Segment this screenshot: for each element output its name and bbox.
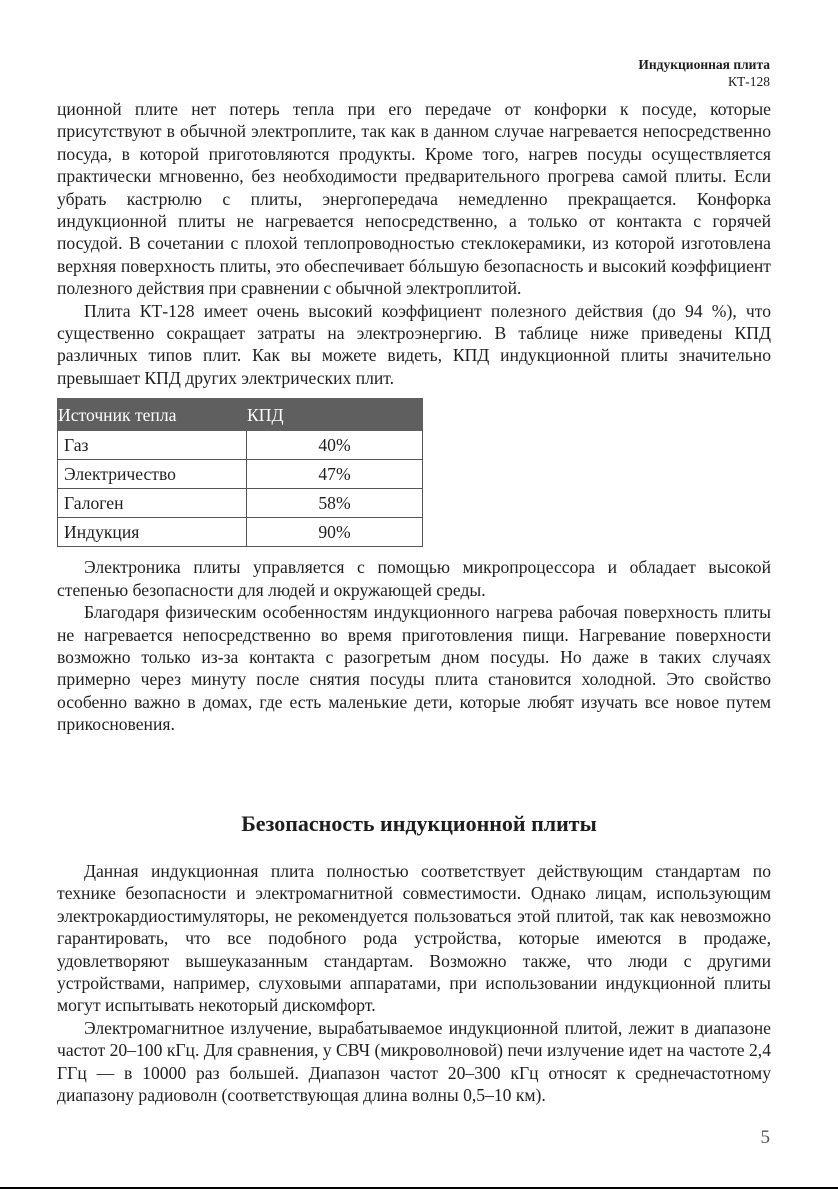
table-row (58, 518, 423, 547)
body-text-top (57, 98, 771, 736)
cell-efficiency: 40% (247, 431, 423, 460)
body-text-section (57, 860, 771, 1106)
paragraph: Электромагнитное излучение, вырабатываемое индукционной плитой, лежит в диапазоне частот 20–100 кГц. Для сравнения, у СВЧ (микроволновой) печи излучение идет на частоте 2,4 ГГц — в 10000 раз большей. Диапазон частот 20–300 кГц относят к среднечастотному диапазону радиоволн (соответствующая длина волны 0,5–10 км). (57, 1017, 771, 1106)
cell-heat-source: Электричество (58, 460, 247, 489)
cell-heat-source: Газ (58, 431, 247, 460)
paragraph: Плита КТ-128 имеет очень высокий коэффициент полезного действия (до 94 %), что существенно сокращает затраты на электроэнергию. В таблице ниже приведены КПД различных типов плит. Как вы можете видеть, КПД индукционной плиты значительно превышает КПД других электрических плит. (57, 300, 771, 388)
cell-efficiency: 47% (247, 460, 423, 489)
table-header-row (58, 399, 423, 431)
table-row (58, 460, 423, 489)
paragraph: ционной плите нет потерь тепла при его передаче от конфорки к посуде, которые присутствуют в обычной электроплите, так как в данном случае нагревается непосредственно посуда, в которой приготовляются продукты. Кроме того, нагрев посуды осуществляется практически мгновенно, без необходимости предварительного прогрева самой плиты. Если убрать кастрюлю с плиты, энергопередача немедленно прекращается. Конфорка индукционной плиты не нагревается непосредственно, а только от контакта с горячей посудой. В сочетании с плохой теплопроводностью стеклокерамики, из которой изготовлена верхняя поверхность плиты, это обеспечивает бóльшую безопасность и высокий коэффициент полезного действия при сравнении с обычной электроплитой. (57, 99, 771, 299)
efficiency-table (57, 398, 423, 547)
running-header (638, 56, 770, 90)
cell-heat-source: Индукция (58, 518, 247, 547)
paragraph: Данная индукционная плита полностью соответствует действующим стандартам по технике безопасности и электромагнитной совместимости. Однако лицам, использующим электрокардиостимуляторы, не рекомендуется пользоваться этой плитой, так как невозможно гарантировать, что все подобного рода устройства, которые имеются в продаже, удовлетворяют вышеуказанным стандартам. Возможно также, что люди с другими устройствами, например, слуховыми аппаратами, при использовании индукционной плиты могут испытывать некоторый дискомфорт. (57, 861, 771, 1016)
table-row (58, 489, 423, 518)
paragraph: Благодаря физическим особенностям индукционного нагрева рабочая поверхность плиты не нагревается непосредственно во время приготовления пищи. Нагревание поверхности возможно только из-за контакта с разогретым дном посуды. Но даже в таких случаях примерно через минуту после снятия посуды плита становится холодной. Это свойство особенно важно в домах, где есть маленькие дети, которые любят изучать все новое путем прикосновения. (57, 602, 771, 735)
running-header-model: КТ-128 (728, 74, 770, 89)
page-number: 5 (760, 1127, 770, 1148)
column-header-heat-source: Источник тепла (58, 399, 247, 431)
column-header-efficiency: КПД (247, 399, 423, 431)
table-row (58, 431, 423, 460)
paragraph: Электроника плиты управляется с помощью микропроцессора и обладает высокой степенью безопасности для людей и окружающей среды. (57, 557, 771, 600)
cell-heat-source: Галоген (58, 489, 247, 518)
running-header-title: Индукционная плита (638, 57, 770, 72)
cell-efficiency: 90% (247, 518, 423, 547)
cell-efficiency: 58% (247, 489, 423, 518)
section-title: Безопасность индукционной плиты (241, 811, 597, 836)
